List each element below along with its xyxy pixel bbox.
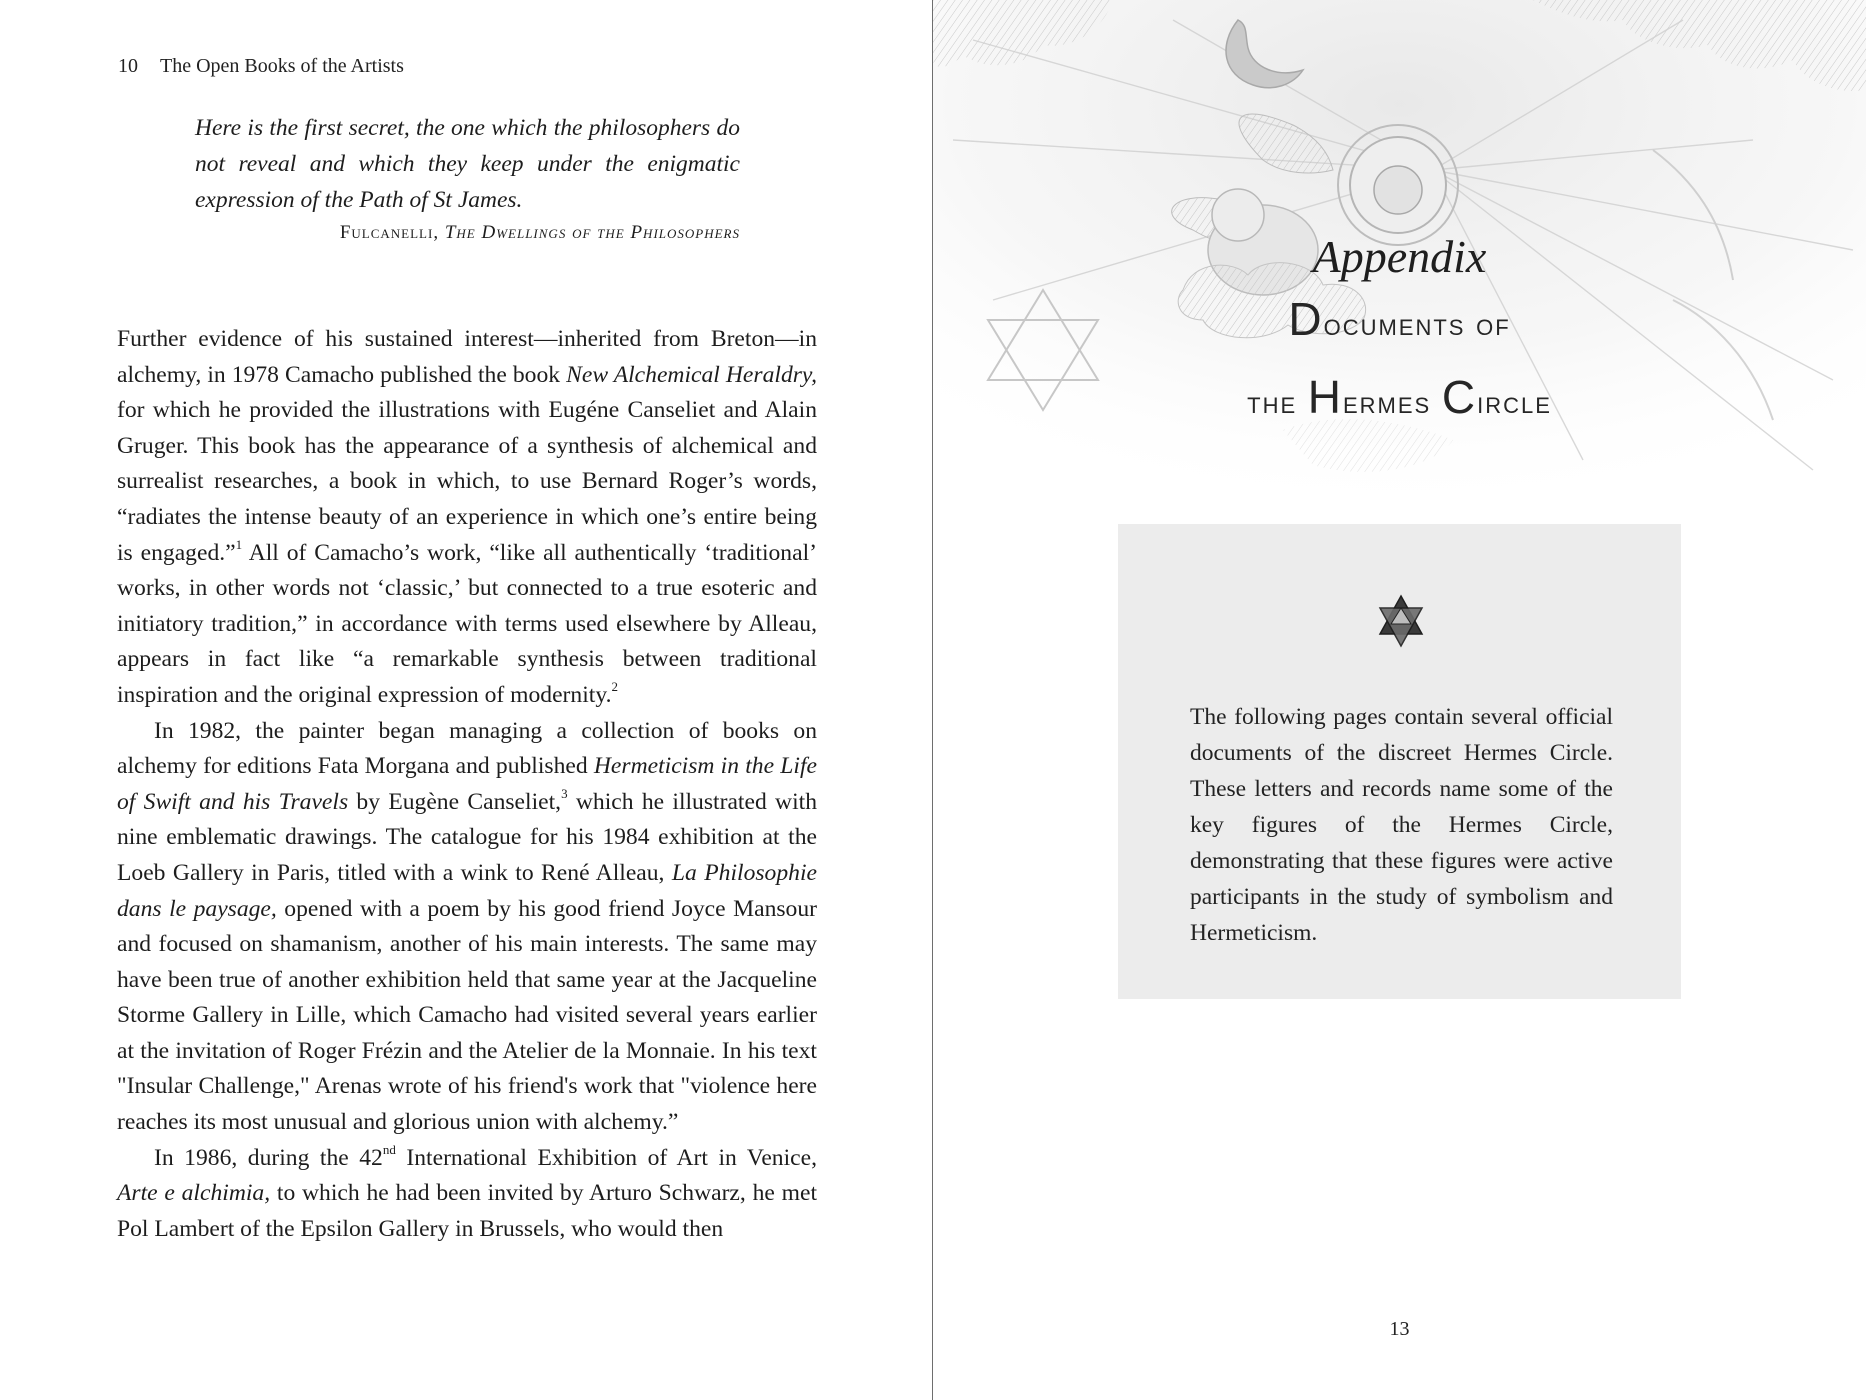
text-span: In 1982, the painter began managing a collection of books on alchemy for editions Fata Morgana and published: [117, 717, 817, 780]
heading-line-2: [933, 361, 1866, 439]
running-head: [118, 55, 404, 78]
text-span: Further evidence of his sustained interest—inherited from Breton—in alchemy, in 1978 Camacho published the book: [117, 326, 817, 388]
appendix-label: Appendix: [1312, 231, 1487, 282]
heading-text: ermes: [1342, 385, 1442, 420]
heading-text: ocuments of: [1323, 307, 1511, 342]
heading-text: the: [1247, 385, 1308, 420]
footnote-marker: 3: [561, 785, 568, 801]
running-title: The Open Books of the Artists: [160, 55, 404, 77]
paragraph-1: [117, 322, 817, 714]
footnote-marker: 2: [611, 679, 618, 695]
right-page: [933, 0, 1866, 1400]
heading-line-1: [933, 283, 1866, 361]
footnote-marker: 1: [235, 536, 243, 552]
left-page: [0, 0, 932, 1400]
intro-box: [1118, 524, 1681, 999]
intro-text: The following pages contain several official documents of the discreet Hermes Circle. These letters and records name some of the key figures of the Hermes Circle, demonstrating that these figures were active participants in the study of symbolism and Hermeticism.: [1190, 704, 1613, 946]
text-span: International Exhibition of Art in Venice,: [395, 1144, 817, 1171]
drop-cap: D: [1288, 293, 1324, 345]
epigraph-author: Fulcanelli,: [339, 222, 440, 243]
epigraph-quote: Here is the first secret, the one which the philosophers do not reveal and which they keep under the enigmatic expression of the Path of St James.: [195, 115, 740, 213]
epigraph-work: The Dwellings of the Philosophers: [444, 222, 740, 243]
text-span: opened with a poem by his good friend Joyce Mansour and focused on shamanism, another of his main interests. The same may have been true of another exhibition held that same year at the Jacqueline Storme Gallery in Lille, which Camacho had visited several years earlier at the invitation of Roger Frézin and the Atelier de la Monnaie. In his text "Insular Challenge," Arenas wrote of his friend's work that "violence here reaches its most unusual and glorious union with alchemy.”: [117, 895, 818, 1136]
appendix-heading: [933, 230, 1866, 439]
text-span: to which he had been invited by Arturo Schwarz, he met Pol Lambert of the Epsilon Gallery in Brussels, who would then: [117, 1180, 817, 1242]
ordinal-suffix: nd: [382, 1141, 396, 1157]
epigraph-attribution: [195, 222, 740, 244]
heading-text: ircle: [1477, 385, 1552, 420]
text-span: by Eugène Canseliet,: [348, 788, 562, 815]
italic-title: La Philosophie dans le paysage,: [117, 859, 817, 922]
drop-cap: C: [1441, 371, 1478, 423]
drop-cap: H: [1307, 371, 1343, 423]
star-tetrahedron-icon: [1376, 594, 1426, 648]
body-text: [117, 322, 817, 1247]
italic-title: Hermeticism in the Life of Swift and his Travels: [117, 753, 818, 815]
right-page-number: 13: [1389, 1318, 1410, 1340]
text-span: All of Camacho’s work, “like all authentically ‘traditional’ works, in other words not ‘classic,’ but connected to a true esoteric and initiatory tradition,” in accordance with terms used elsewhere by Alleau, appears in fact like “a remarkable synthesis between traditional inspiration and the original expression of modernity.: [117, 539, 817, 708]
italic-title: New Alchemical Heraldry,: [566, 361, 817, 388]
italic-title: Arte e alchimia,: [117, 1180, 271, 1207]
paragraph-2: [117, 714, 817, 1141]
text-span: for which he provided the illustrations with Eugéne Canseliet and Alain Gruger. This book has the appearance of a synthesis of alchemical and surrealist researches, a book in which, to use Bernard Roger’s words, “radiates the intense beauty of an experience in which one’s entire being is engaged.”: [117, 397, 817, 566]
left-page-number: 10: [118, 55, 138, 77]
text-span: which he illustrated with nine emblematic drawings. The catalogue for his 1984 exhibition at the Loeb Gallery in Paris, titled with a wink to René Alleau,: [117, 788, 817, 886]
text-span: In 1986, during the 42: [154, 1144, 383, 1171]
paragraph-3: [117, 1141, 817, 1248]
